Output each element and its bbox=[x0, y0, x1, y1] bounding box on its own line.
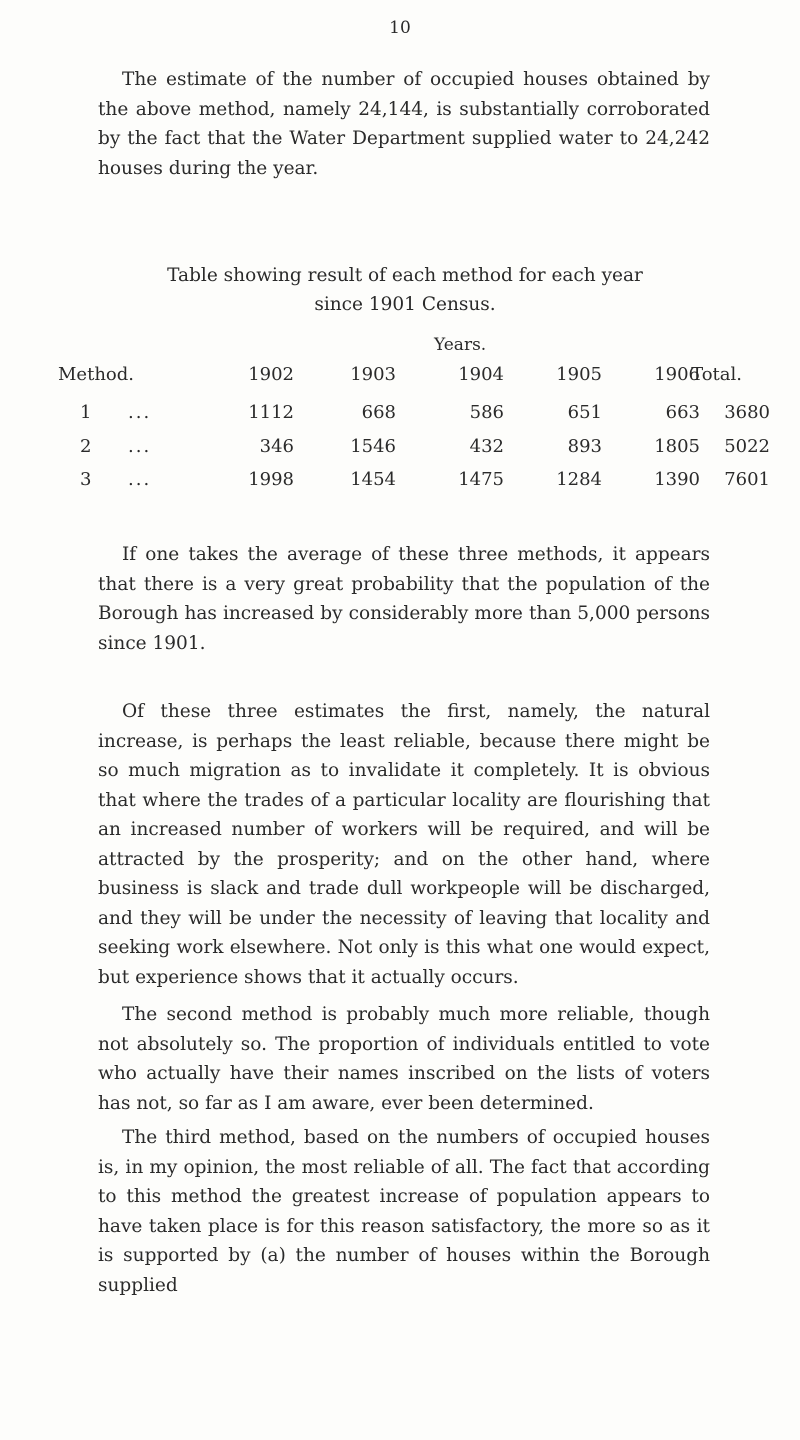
cell-1906: 1390 bbox=[654, 469, 700, 490]
table-caption-line1: Table showing result of each method for each year bbox=[167, 265, 643, 286]
header-1903: 1903 bbox=[350, 364, 396, 385]
cell-1902: 1112 bbox=[248, 402, 294, 423]
cell-total: 7601 bbox=[724, 469, 770, 490]
row-leader-dots: ... bbox=[128, 436, 152, 457]
cell-1904: 1475 bbox=[458, 469, 504, 490]
header-1904: 1904 bbox=[458, 364, 504, 385]
table-caption-line2: since 1901 Census. bbox=[314, 294, 496, 315]
cell-1904: 432 bbox=[469, 436, 504, 457]
cell-total: 5022 bbox=[724, 436, 770, 457]
paragraph-second-method: The second method is probably much more reliable, though not absolutely so. The proportion of individuals entitled to vote who actually have their names inscribed on the lists of voters has not, so far as I am aware, ever been determined. bbox=[98, 1004, 710, 1114]
paragraph-water-department: The estimate of the number of occupied houses obtained by the above method, namely 24,144, is substantially corroborated by the fact that the Water Department supplied water to 24,242 houses during the year. bbox=[98, 69, 710, 179]
row-method: 2 bbox=[80, 436, 92, 457]
cell-1905: 1284 bbox=[556, 469, 602, 490]
header-1905: 1905 bbox=[556, 364, 602, 385]
row-leader-dots: ... bbox=[128, 402, 152, 423]
row-method: 1 bbox=[80, 402, 92, 423]
cell-1906: 1805 bbox=[654, 436, 700, 457]
paragraph-third-method: The third method, based on the numbers of occupied houses is, in my opinion, the most reliable of all. The fact that according to this method the greatest increase of population appears to have taken place is for this reason satisfactory, the more so as it is supported by (a) the number of houses within the Borough supplied bbox=[98, 1127, 710, 1296]
cell-1903: 668 bbox=[361, 402, 396, 423]
page-number: 10 bbox=[389, 18, 411, 38]
cell-1905: 651 bbox=[567, 402, 602, 423]
header-total: Total. bbox=[691, 364, 742, 385]
row-leader-dots: ... bbox=[128, 469, 152, 490]
paragraph-average-methods: If one takes the average of these three methods, it appears that there is a very great probability that the population of the Borough has increased by considerably more than 5,000 persons since 1901. bbox=[98, 544, 710, 654]
paragraph-first-estimate: Of these three estimates the first, namely, the natural increase, is perhaps the least reliable, because there might be so much migration as to invalidate it completely. It is obvious that where the trades of a particular locality are flourishing that an increased number of workers will be required, and will be attracted by the prosperity; and on the other hand, where business is slack and trade dull workpeople will be discharged, and they will be under the necessity of leaving that locality and seeking work elsewhere. Not only is this what one would expect, but experience shows that it actually occurs. bbox=[98, 701, 710, 988]
cell-1906: 663 bbox=[665, 402, 700, 423]
header-1902: 1902 bbox=[248, 364, 294, 385]
row-method: 3 bbox=[80, 469, 92, 490]
cell-1905: 893 bbox=[567, 436, 602, 457]
cell-1902: 346 bbox=[259, 436, 294, 457]
cell-total: 3680 bbox=[724, 402, 770, 423]
years-label: Years. bbox=[434, 335, 487, 355]
cell-1904: 586 bbox=[469, 402, 504, 423]
header-1906: 1906 bbox=[654, 364, 700, 385]
cell-1902: 1998 bbox=[248, 469, 294, 490]
cell-1903: 1546 bbox=[350, 436, 396, 457]
cell-1903: 1454 bbox=[350, 469, 396, 490]
header-method: Method. bbox=[58, 364, 134, 385]
